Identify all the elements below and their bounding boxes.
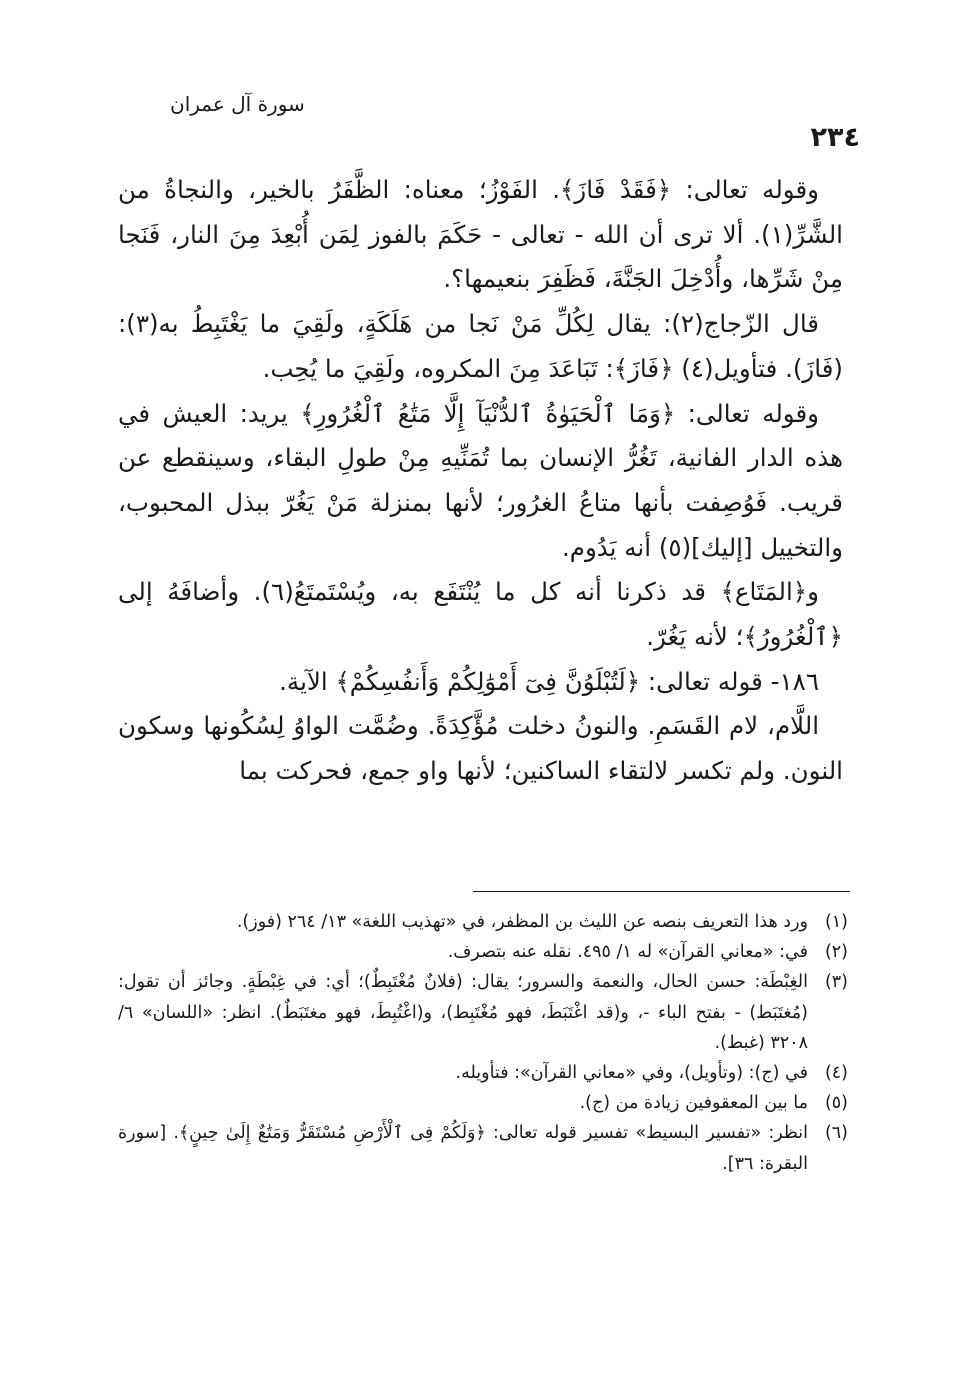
page-number: ٢٣٤ bbox=[810, 122, 860, 153]
footnote bbox=[118, 937, 848, 967]
paragraph: وقوله تعالى: ﴿وَمَا ٱلْحَيَوٰةُ ٱلدُّنْيَآ إِلَّا مَتَٰعُ ٱلْغُرُورِ﴾ يريد: العيش في هذه الدار الفانية، تَغُرُّ الإنسان بما تُمَنِّيهِ مِنْ طولِ البقاء، وسينقطع عن قريب. فَوُصِفت بأنها متاعُ الغرُور؛ لأنها بمنزلة مَنْ يَغُرّ ببذل المحبوب، والتخييل [إليك](٥) أنه يَدُوم. bbox=[118, 398, 843, 562]
footnote-text: ورد هذا التعريف بنصه عن الليث بن المظفر، في «تهذيب اللغة» ١٣/ ٢٦٤ (فوز). bbox=[236, 912, 808, 932]
footnote-number: (١) bbox=[824, 912, 848, 932]
paragraph: قال الزّجاج(٢): يقال لِكُلِّ مَنْ نَجا من هَلَكَةٍ، ولَقِيَ ما يَغْتَبِطُ به(٣): (فَازَ). فتأويل(٤) ﴿فَازَ﴾: تَبَاعَدَ مِنَ المكروه، ولَقِيَ ما يُحِب. bbox=[118, 309, 843, 383]
footnote bbox=[118, 1058, 848, 1088]
footnote-number: (٦) bbox=[824, 1123, 848, 1144]
footnotes bbox=[118, 907, 848, 1179]
footnote-number: (٤) bbox=[824, 1063, 848, 1084]
footnote-text: في: «معاني القرآن» له ١/ ٤٩٥. نقله عنه بتصرف. bbox=[447, 942, 808, 963]
footnote bbox=[118, 907, 848, 937]
footnote-text: في (ج): (وتأويل)، وفي «معاني القرآن»: فتأويله. bbox=[455, 1063, 808, 1084]
footnote-number: (٢) bbox=[824, 942, 848, 963]
page-header bbox=[120, 92, 860, 152]
footnote bbox=[118, 1118, 848, 1178]
paragraph: ١٨٦- قوله تعالى: ﴿لَتُبْلَوُنَّ فِىٓ أَمْوَٰلِكُمْ وَأَنفُسِكُمْ﴾ الآية. bbox=[279, 666, 819, 696]
footnote-number: (٥) bbox=[824, 1093, 848, 1114]
running-title: سورة آل عمران bbox=[170, 92, 305, 116]
footnote-text: انظر: «تفسير البسيط» تفسير قوله تعالى: ﴿وَلَكُمْ فِى ٱلْأَرْضِ مُسْتَقَرٌّ وَمَتَٰعٌ إِلَىٰ حِينٍ﴾. [سورة البقرة: ٣٦]. bbox=[118, 1123, 808, 1174]
paragraph: وقوله تعالى: ﴿فَقَدْ فَازَ﴾. الفَوْزُ؛ معناه: الظَّفَرُ بالخير، والنجاةُ من الشَّرِّ(١). ألا ترى أن الله - تعالى - حَكَمَ بالفوز لِمَن أُبْعِدَ مِنَ النار، فَنَجا مِنْ شَرِّها، وأُدْخِلَ الجَنَّةَ، فَظَفِرَ بنعيمها؟. bbox=[118, 175, 843, 294]
footnote-text: ما بين المعقوفين زيادة من (ج). bbox=[579, 1093, 808, 1114]
main-text bbox=[118, 168, 843, 794]
footnote-separator bbox=[473, 891, 850, 892]
footnote-text: الغِبْطَة: حسن الحال، والنعمة والسرور؛ يقال: (فلانٌ مُغْتَبِطٌ)؛ أي: في غِبْطَةٍ. وجائز أن تقول: (مُغتَبَط) - بفتح الباء -، و(قد اغْتَبَطَ، فهو مُغْتَبِط)، و(اغْتُبِطَ، فهو مغتَبَطٌ). انظر: «اللسان» ٦/ ٣٢٠٨ (غبط). bbox=[118, 972, 808, 1053]
footnote-number: (٣) bbox=[824, 972, 848, 993]
footnote bbox=[118, 967, 848, 1058]
footnote bbox=[118, 1088, 848, 1118]
paragraph: اللَّام، لام القَسَمِ. والنونُ دخلت مُؤَّكِدَةً. وضُمَّت الواوُ لِسُكُونها وسكون النون. ولم تكسر لالتقاء الساكنين؛ لأنها واو جمع، فحركت بما bbox=[118, 711, 843, 786]
paragraph: و﴿المَتَاع﴾ قد ذكرنا أنه كل ما يُنْتَفَع به، ويُسْتَمتَعُ(٦). وأضافَهُ إلى ﴿ٱلْغُرُورُ﴾؛ لأنه يَغُرّ. bbox=[118, 577, 843, 652]
